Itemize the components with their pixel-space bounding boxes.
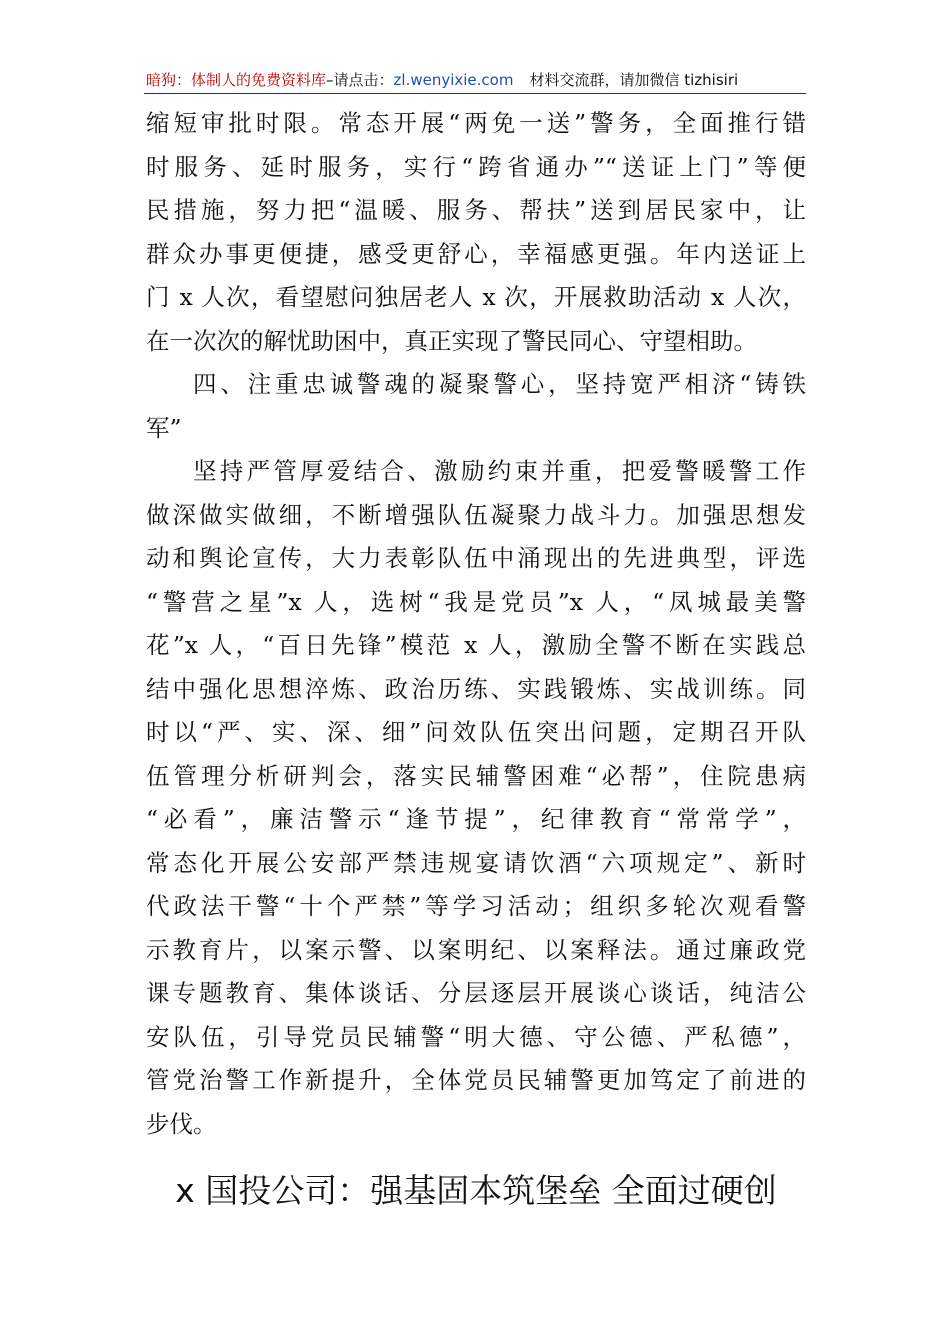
section-heading-line: 四、注重忠诚警魂的凝聚警心，坚持宽严相济“铸铁 xyxy=(193,370,806,398)
body-line: 结中强化思想淬炼、政治历练、实践锻炼、实战训练。同 xyxy=(146,674,806,703)
body-line: 示教育片，以案示警、以案明纪、以案释法。通过廉政党 xyxy=(146,935,806,964)
body-line: 安队伍，引导党员民辅警“明大德、守公德、严私德”， xyxy=(146,1022,806,1051)
document-header xyxy=(146,70,806,90)
body-line: 群众办事更便捷，感受更舒心，幸福感更强。年内送证上 xyxy=(146,239,806,268)
header-url-link[interactable]: zl.wenyixie.com xyxy=(393,71,514,89)
section-heading-line: 军” xyxy=(146,413,182,442)
body-line: 花”x 人，“百日先锋”模范 x 人，激励全警不断在实践总 xyxy=(146,631,806,659)
body-line: 常态化开展公安部严禁违规宴请饮酒“六项规定”、新时 xyxy=(146,848,806,877)
header-site-name: 暗狗：体制人的免费资料库 xyxy=(146,71,327,89)
body-line: “必看”，廉洁警示“逢节提”，纪律教育“常常学”， xyxy=(146,805,806,833)
header-group-note: 材料交流群，请加微信 tizhisiri xyxy=(529,71,739,89)
body-line: 动和舆论宣传，大力表彰队伍中涌现出的先进典型，评选 xyxy=(146,544,806,572)
body-line: 伍管理分析研判会，落实民辅警困难“必帮”，住院患病 xyxy=(146,761,806,790)
body-line: 坚持严管厚爱结合、激励约束并重，把爱警暖警工作 xyxy=(193,457,806,485)
body-line: 门 x 人次，看望慰问独居老人 x 次，开展救助活动 x 人次， xyxy=(146,283,806,311)
body-line: 做深做实做细，不断增强队伍凝聚力战斗力。加强思想发 xyxy=(146,500,806,529)
body-line: 代政法干警“十个严禁”等学习活动；组织多轮次观看警 xyxy=(146,892,806,920)
body-line: 时服务、延时服务，实行“跨省通办”“送证上门”等便 xyxy=(146,152,806,181)
header-click-prefix: –请点击： xyxy=(326,71,394,89)
body-line: “警营之星”x 人，选树“我是党员”x 人，“凤城最美警 xyxy=(146,587,806,616)
header-divider xyxy=(144,93,806,94)
section-title: x 国投公司：强基固本筑堡垒 全面过硬创 xyxy=(175,1171,777,1210)
body-line: 民措施，努力把“温暖、服务、帮扶”送到居民家中，让 xyxy=(146,196,806,224)
body-line: 时以“严、实、深、细”问效队伍突出问题，定期召开队 xyxy=(146,718,806,746)
body-text xyxy=(146,102,806,1146)
body-line: 在一次次的解忧助困中，真正实现了警民同心、守望相助。 xyxy=(146,326,757,355)
body-line: 管党治警工作新提升，全体党员民辅警更加笃定了前进的 xyxy=(146,1066,806,1094)
body-line: 缩短审批时限。常态开展“两免一送”警务，全面推行错 xyxy=(146,109,806,137)
body-line: 步伐。 xyxy=(146,1109,217,1138)
body-line: 课专题教育、集体谈话、分层逐层开展谈心谈话，纯洁公 xyxy=(146,979,806,1007)
